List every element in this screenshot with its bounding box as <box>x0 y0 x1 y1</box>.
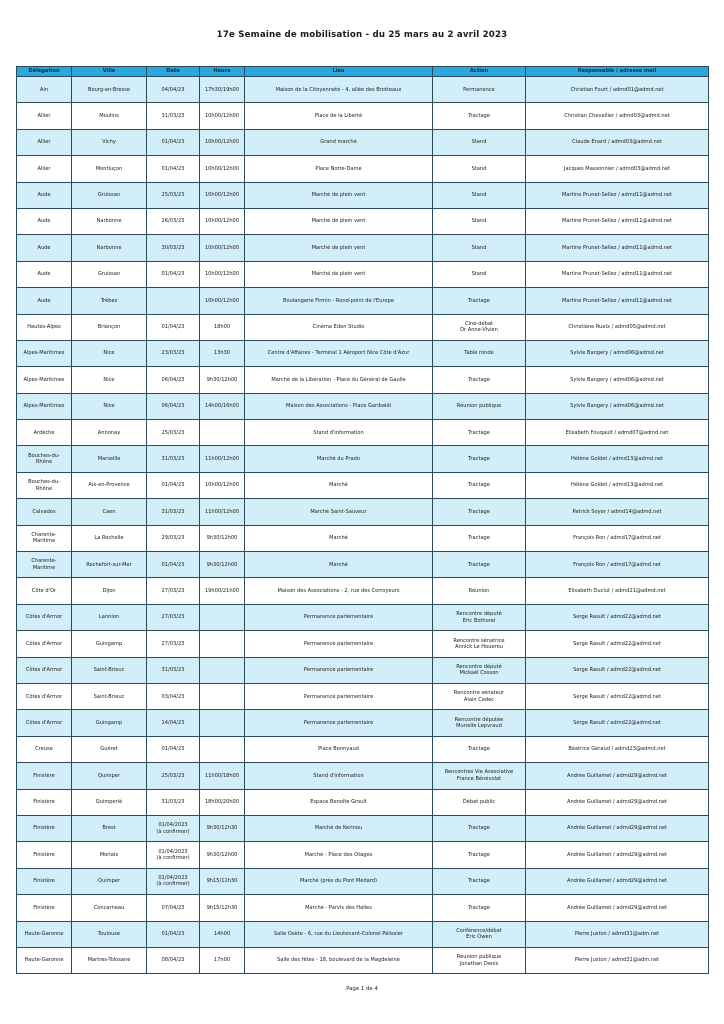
responsable-cell: Martine Prunet-Sellez / admd11@admd.net <box>526 261 709 287</box>
heure-cell: 9h30/12h00 <box>200 842 245 868</box>
action-cell: Conférence/débat Eric Owen <box>433 921 526 947</box>
date-cell: 25/03/23 <box>147 763 200 789</box>
action-cell: Ciné-débat Dr Anne-Vivien <box>433 314 526 340</box>
delegation-cell: Finistère <box>17 842 72 868</box>
action-cell: Stand <box>433 235 526 261</box>
table-row <box>17 736 709 762</box>
table-body <box>17 77 709 974</box>
date-cell: 06/04/23 <box>147 367 200 393</box>
table-row <box>17 314 709 340</box>
lieu-cell: Place Notre-Dame <box>245 156 433 182</box>
action-cell: Stand <box>433 182 526 208</box>
action-cell: Tractage <box>433 736 526 762</box>
heure-cell <box>200 604 245 630</box>
date-cell: 01/04/23 <box>147 314 200 340</box>
ville-cell: La Rochelle <box>72 525 147 551</box>
lieu-cell: Stand d'information <box>245 420 433 446</box>
ville-cell: Saint-Brieuc <box>72 657 147 683</box>
responsable-cell: Andrée Guillamet / admd29@admd.net <box>526 789 709 815</box>
ville-cell: Quimper <box>72 868 147 894</box>
ville-cell: Dijon <box>72 578 147 604</box>
ville-cell: Brest <box>72 815 147 841</box>
responsable-cell: Serge Rasult / admd22@admd.net <box>526 710 709 736</box>
lieu-cell: Marché de plein vent <box>245 182 433 208</box>
delegation-cell: Aude <box>17 261 72 287</box>
delegation-cell: Bouches-du- Rhône <box>17 472 72 498</box>
table-row <box>17 895 709 921</box>
delegation-cell: Hautes-Alpes <box>17 314 72 340</box>
action-cell: Tractage <box>433 552 526 578</box>
ville-cell: Bourg-en-Bresse <box>72 77 147 103</box>
date-cell: 31/03/23 <box>147 446 200 472</box>
lieu-cell: Marché <box>245 472 433 498</box>
lieu-cell: Marché de la Libération - Place du Général de Gaulle <box>245 367 433 393</box>
responsable-cell: Claude Enard / admd03@admd.net <box>526 129 709 155</box>
date-cell: 23/03/23 <box>147 340 200 366</box>
lieu-cell: Place Bonnyaud <box>245 736 433 762</box>
ville-cell: Narbonne <box>72 208 147 234</box>
heure-cell: 14h00/16h00 <box>200 393 245 419</box>
heure-cell: 10h00/12h00 <box>200 208 245 234</box>
lieu-cell: Marché - Parvis des Halles <box>245 895 433 921</box>
ville-cell: Guingamp <box>72 710 147 736</box>
heure-cell: 9h15/12h30 <box>200 895 245 921</box>
table-row <box>17 472 709 498</box>
heure-cell <box>200 736 245 762</box>
lieu-cell: Espace Benoîte Groult <box>245 789 433 815</box>
lieu-cell: Centre d'Affaires - Terminal 1 Aéroport Nice Côte d'Azur <box>245 340 433 366</box>
heure-cell <box>200 710 245 736</box>
lieu-cell: Grand marché <box>245 129 433 155</box>
ville-cell: Lannion <box>72 604 147 630</box>
table-row <box>17 710 709 736</box>
ville-cell: Moulins <box>72 103 147 129</box>
delegation-cell: Aude <box>17 182 72 208</box>
responsable-cell: Andrée Guillamet / admd29@admd.net <box>526 763 709 789</box>
action-cell: Tractage <box>433 895 526 921</box>
delegation-cell: Finistère <box>17 789 72 815</box>
delegation-cell: Haute-Garonne <box>17 947 72 973</box>
heure-cell: 18h00 <box>200 314 245 340</box>
responsable-cell: Elisabeth Duclut / admd21@admd.net <box>526 578 709 604</box>
delegation-cell: Finistère <box>17 868 72 894</box>
table-row <box>17 420 709 446</box>
responsable-cell: Serge Rasult / admd22@admd.net <box>526 683 709 709</box>
delegation-cell: Allier <box>17 156 72 182</box>
action-cell: Rencontres Vie Associative France Bénévolat <box>433 763 526 789</box>
delegation-cell: Côtes d'Armor <box>17 657 72 683</box>
action-cell: Tractage <box>433 499 526 525</box>
date-cell: 04/04/23 <box>147 77 200 103</box>
page-footer: Page 1 de 4 <box>346 986 378 992</box>
lieu-cell: Marché de plein vent <box>245 235 433 261</box>
heure-cell: 10h00/12h00 <box>200 129 245 155</box>
action-cell: Tractage <box>433 842 526 868</box>
heure-cell: 17h00 <box>200 947 245 973</box>
ville-cell: Toulouse <box>72 921 147 947</box>
responsable-cell: François Ron / admd17@admd.net <box>526 525 709 551</box>
lieu-cell: Stand d'information <box>245 763 433 789</box>
column-header-action: Action <box>433 67 526 77</box>
table-row <box>17 578 709 604</box>
lieu-cell: Marché Saint-Sauveur <box>245 499 433 525</box>
table-row <box>17 763 709 789</box>
ville-cell: Concarneau <box>72 895 147 921</box>
action-cell: Rencontre sénatrice Annick Le Houerou <box>433 631 526 657</box>
lieu-cell: Permanence parlementaire <box>245 604 433 630</box>
ville-cell: Nice <box>72 393 147 419</box>
delegation-cell: Aude <box>17 288 72 314</box>
lieu-cell: Permanence parlementaire <box>245 657 433 683</box>
date-cell: 01/04/23 <box>147 261 200 287</box>
action-cell: Tractage <box>433 815 526 841</box>
responsable-cell: Pierre Juston / admd31@adm.net <box>526 947 709 973</box>
date-cell <box>147 288 200 314</box>
ville-cell: Narbonne <box>72 235 147 261</box>
responsable-cell: Martine Prunet-Sellez / admd11@admd.net <box>526 288 709 314</box>
responsable-cell: Martine Prunet-Sellez / admd11@admd.net <box>526 235 709 261</box>
delegation-cell: Calvados <box>17 499 72 525</box>
table-row <box>17 631 709 657</box>
responsable-cell: Patrick Soyer / admd14@admd.net <box>526 499 709 525</box>
date-cell: 01/04/2023 (à confirmer) <box>147 815 200 841</box>
heure-cell <box>200 631 245 657</box>
table-row <box>17 815 709 841</box>
heure-cell: 10h00/12h00 <box>200 156 245 182</box>
responsable-cell: Christiane Ruelx / admd05@admd.net <box>526 314 709 340</box>
table-row <box>17 657 709 683</box>
ville-cell: Quimper <box>72 763 147 789</box>
responsable-cell: Andrée Guillamet / admd29@admd.net <box>526 895 709 921</box>
responsable-cell: Martine Prunet-Sellez / admd11@admd.net <box>526 208 709 234</box>
lieu-cell: Cinéma Eden Studio <box>245 314 433 340</box>
ville-cell: Nice <box>72 340 147 366</box>
ville-cell: Quimperlé <box>72 789 147 815</box>
ville-cell: Morlaix <box>72 842 147 868</box>
table-row <box>17 235 709 261</box>
delegation-cell: Alpes-Maritimes <box>17 340 72 366</box>
heure-cell: 13h30 <box>200 340 245 366</box>
table-row <box>17 288 709 314</box>
delegation-cell: Aude <box>17 235 72 261</box>
responsable-cell: Béatrice Géraud / admd23@admd.net <box>526 736 709 762</box>
table-header <box>17 67 709 77</box>
mobilisation-table <box>16 66 709 974</box>
heure-cell: 9h30/12h00 <box>200 552 245 578</box>
delegation-cell: Alpes-Maritimes <box>17 367 72 393</box>
heure-cell: 9h30/12h00 <box>200 367 245 393</box>
action-cell: Stand <box>433 208 526 234</box>
date-cell: 01/04/2023 (à confirmer) <box>147 842 200 868</box>
responsable-cell: Serge Rasult / admd22@admd.net <box>526 604 709 630</box>
heure-cell: 19h00/21h00 <box>200 578 245 604</box>
lieu-cell: Marché - Place des Otages <box>245 842 433 868</box>
action-cell: Tractage <box>433 446 526 472</box>
heure-cell <box>200 420 245 446</box>
responsable-cell: Andrée Guillamet / admd29@admd.net <box>526 842 709 868</box>
date-cell: 06/04/23 <box>147 393 200 419</box>
ville-cell: Gruissan <box>72 182 147 208</box>
responsable-cell: Elisabeth Fouqault / admd07@admd.net <box>526 420 709 446</box>
date-cell: 30/03/23 <box>147 235 200 261</box>
responsable-cell: Serge Rasult / admd22@admd.net <box>526 657 709 683</box>
delegation-cell: Côtes d'Armor <box>17 710 72 736</box>
date-cell: 01/04/23 <box>147 921 200 947</box>
responsable-cell: Hélène Goldet / admd13@admd.net <box>526 472 709 498</box>
ville-cell: Caen <box>72 499 147 525</box>
lieu-cell: Boulangerie Firmin - Rond-point de l'Europe <box>245 288 433 314</box>
responsable-cell: Christian Chevallier / admd03@admd.net <box>526 103 709 129</box>
table-row <box>17 921 709 947</box>
responsable-cell: Martine Prunet-Sellez / admd11@admd.net <box>526 182 709 208</box>
heure-cell: 11h00/12h00 <box>200 446 245 472</box>
column-header-heure: Heure <box>200 67 245 77</box>
table-row <box>17 525 709 551</box>
date-cell: 27/03/23 <box>147 604 200 630</box>
column-header-ville: Ville <box>72 67 147 77</box>
delegation-cell: Haute-Garonne <box>17 921 72 947</box>
lieu-cell: Place de la Liberté <box>245 103 433 129</box>
lieu-cell: Marché de plein vent <box>245 261 433 287</box>
heure-cell <box>200 683 245 709</box>
responsable-cell: Sylvie Bangery / admd06@admd.net <box>526 393 709 419</box>
action-cell: Permanence <box>433 77 526 103</box>
table-row <box>17 103 709 129</box>
date-cell: 26/03/23 <box>147 208 200 234</box>
delegation-cell: Côtes d'Armor <box>17 631 72 657</box>
heure-cell: 11h00/12h00 <box>200 499 245 525</box>
responsable-cell: François Ron / admd17@admd.net <box>526 552 709 578</box>
date-cell: 01/04/2023 (à confirmer) <box>147 868 200 894</box>
action-cell: Réunion <box>433 578 526 604</box>
lieu-cell: Marché <box>245 525 433 551</box>
lieu-cell: Maison de la Citoyenneté - 4, allée des Brotteaux <box>245 77 433 103</box>
responsable-cell: Sylvie Bangery / admd06@admd.net <box>526 367 709 393</box>
ville-cell: Marseille <box>72 446 147 472</box>
date-cell: 27/03/23 <box>147 631 200 657</box>
ville-cell: Vichy <box>72 129 147 155</box>
heure-cell: 17h30/19h00 <box>200 77 245 103</box>
date-cell: 01/04/23 <box>147 736 200 762</box>
ville-cell: Nice <box>72 367 147 393</box>
delegation-cell: Côtes d'Armor <box>17 604 72 630</box>
heure-cell: 9h15/12h30 <box>200 868 245 894</box>
page-title: 17e Semaine de mobilisation - du 25 mars au 2 avril 2023 <box>216 30 508 40</box>
date-cell: 27/03/23 <box>147 578 200 604</box>
action-cell: Débat public <box>433 789 526 815</box>
date-cell: 03/04/23 <box>147 683 200 709</box>
action-cell: Tractage <box>433 367 526 393</box>
lieu-cell: Marché du Prado <box>245 446 433 472</box>
action-cell: Rencontre sénateur Alain Cadec <box>433 683 526 709</box>
table-row <box>17 182 709 208</box>
action-cell: Tractage <box>433 525 526 551</box>
heure-cell <box>200 657 245 683</box>
delegation-cell: Finistère <box>17 763 72 789</box>
date-cell: 01/04/23 <box>147 156 200 182</box>
lieu-cell: Marché de Kerinou <box>245 815 433 841</box>
lieu-cell: Marché (près du Pont Médard) <box>245 868 433 894</box>
action-cell: Tractage <box>433 420 526 446</box>
delegation-cell: Ain <box>17 77 72 103</box>
table-row <box>17 683 709 709</box>
delegation-cell: Finistère <box>17 815 72 841</box>
ville-cell: Montluçon <box>72 156 147 182</box>
date-cell: 14/04/23 <box>147 710 200 736</box>
action-cell: Stand <box>433 261 526 287</box>
date-cell: 01/04/23 <box>147 129 200 155</box>
ville-cell: Briançon <box>72 314 147 340</box>
column-header-lieu: Lieu <box>245 67 433 77</box>
column-header-delegation: Délégation <box>17 67 72 77</box>
lieu-cell: Marché <box>245 552 433 578</box>
delegation-cell: Aude <box>17 208 72 234</box>
lieu-cell: Permanence parlementaire <box>245 631 433 657</box>
ville-cell: Trèbes <box>72 288 147 314</box>
date-cell: 25/03/23 <box>147 420 200 446</box>
heure-cell: 10h00/12h00 <box>200 182 245 208</box>
responsable-cell: Hélène Goldet / admd13@admd.net <box>526 446 709 472</box>
heure-cell: 14h00 <box>200 921 245 947</box>
action-cell: Tractage <box>433 472 526 498</box>
table-row <box>17 842 709 868</box>
responsable-cell: Sylvie Bangery / admd06@admd.net <box>526 340 709 366</box>
date-cell: 01/04/23 <box>147 552 200 578</box>
date-cell: 08/04/23 <box>147 947 200 973</box>
action-cell: Réunion publique Jonathan Denis <box>433 947 526 973</box>
delegation-cell: Finistère <box>17 895 72 921</box>
responsable-cell: Jacques Massonnier / admd03@admd.net <box>526 156 709 182</box>
action-cell: Tractage <box>433 288 526 314</box>
ville-cell: Saint-Brieuc <box>72 683 147 709</box>
action-cell: Stand <box>433 129 526 155</box>
table-row <box>17 156 709 182</box>
responsable-cell: Christian Fourt / admd01@admd.net <box>526 77 709 103</box>
ville-cell: Guingamp <box>72 631 147 657</box>
ville-cell: Rochefort-sur-Mer <box>72 552 147 578</box>
table-row <box>17 499 709 525</box>
lieu-cell: Maison des Associations - 2, rue des Corroyeurs <box>245 578 433 604</box>
heure-cell: 9h30/12h30 <box>200 815 245 841</box>
delegation-cell: Creuse <box>17 736 72 762</box>
heure-cell: 10h00/12h00 <box>200 288 245 314</box>
ville-cell: Martres-Tolosane <box>72 947 147 973</box>
lieu-cell: Salle Osète - 6, rue du Lieutenant-Colonel Pélissier <box>245 921 433 947</box>
action-cell: Réunion publique <box>433 393 526 419</box>
lieu-cell: Maison des Associations - Place Garibaldi <box>245 393 433 419</box>
responsable-cell: Andrée Guillamet / admd29@admd.net <box>526 815 709 841</box>
column-header-responsable: Responsable / adresse mail <box>526 67 709 77</box>
delegation-cell: Côtes d'Armor <box>17 683 72 709</box>
table-row <box>17 77 709 103</box>
delegation-cell: Allier <box>17 103 72 129</box>
date-cell: 31/03/23 <box>147 103 200 129</box>
delegation-cell: Bouches-du- Rhône <box>17 446 72 472</box>
ville-cell: Aix-en-Provence <box>72 472 147 498</box>
lieu-cell: Permanence parlementaire <box>245 683 433 709</box>
heure-cell: 10h00/12h00 <box>200 235 245 261</box>
date-cell: 31/03/23 <box>147 789 200 815</box>
heure-cell: 18h00/20h00 <box>200 789 245 815</box>
date-cell: 29/03/23 <box>147 525 200 551</box>
table-row <box>17 552 709 578</box>
heure-cell: 9h30/12h00 <box>200 525 245 551</box>
action-cell: Rencontre député Mickaël Cosson <box>433 657 526 683</box>
table-row <box>17 393 709 419</box>
date-cell: 31/03/23 <box>147 499 200 525</box>
table-row <box>17 340 709 366</box>
table-row <box>17 261 709 287</box>
delegation-cell: Alpes-Maritimes <box>17 393 72 419</box>
table-row <box>17 868 709 894</box>
date-cell: 07/04/23 <box>147 895 200 921</box>
delegation-cell: Allier <box>17 129 72 155</box>
delegation-cell: Côte d'Or <box>17 578 72 604</box>
ville-cell: Gruissan <box>72 261 147 287</box>
action-cell: Rencontre députée Murielle Lepvraud <box>433 710 526 736</box>
ville-cell: Annonay <box>72 420 147 446</box>
date-cell: 31/03/23 <box>147 657 200 683</box>
action-cell: Stand <box>433 156 526 182</box>
date-cell: 01/04/23 <box>147 472 200 498</box>
responsable-cell: Pierre Juston / admd31@adm.net <box>526 921 709 947</box>
heure-cell: 10h00/12h00 <box>200 103 245 129</box>
heure-cell: 10h00/12h00 <box>200 261 245 287</box>
lieu-cell: Marché de plein vent <box>245 208 433 234</box>
action-cell: Table ronde <box>433 340 526 366</box>
delegation-cell: Charente- Maritime <box>17 552 72 578</box>
delegation-cell: Charente- Maritime <box>17 525 72 551</box>
date-cell: 25/03/23 <box>147 182 200 208</box>
table-row <box>17 446 709 472</box>
heure-cell: 11h00/18h00 <box>200 763 245 789</box>
responsable-cell: Andrée Guillamet / admd29@admd.net <box>526 868 709 894</box>
responsable-cell: Serge Rasult / admd22@admd.net <box>526 631 709 657</box>
table-row <box>17 367 709 393</box>
table-row <box>17 947 709 973</box>
lieu-cell: Permanence parlementaire <box>245 710 433 736</box>
action-cell: Rencontre député Eric Bothorel <box>433 604 526 630</box>
table-row <box>17 208 709 234</box>
table-row <box>17 789 709 815</box>
column-header-date: Date <box>147 67 200 77</box>
lieu-cell: Salle des fêtes - 18, boulevard de la Magdeleine <box>245 947 433 973</box>
table-row <box>17 129 709 155</box>
ville-cell: Guéret <box>72 736 147 762</box>
table-row <box>17 604 709 630</box>
delegation-cell: Ardèche <box>17 420 72 446</box>
action-cell: Tractage <box>433 868 526 894</box>
heure-cell: 10h00/12h00 <box>200 472 245 498</box>
action-cell: Tractage <box>433 103 526 129</box>
